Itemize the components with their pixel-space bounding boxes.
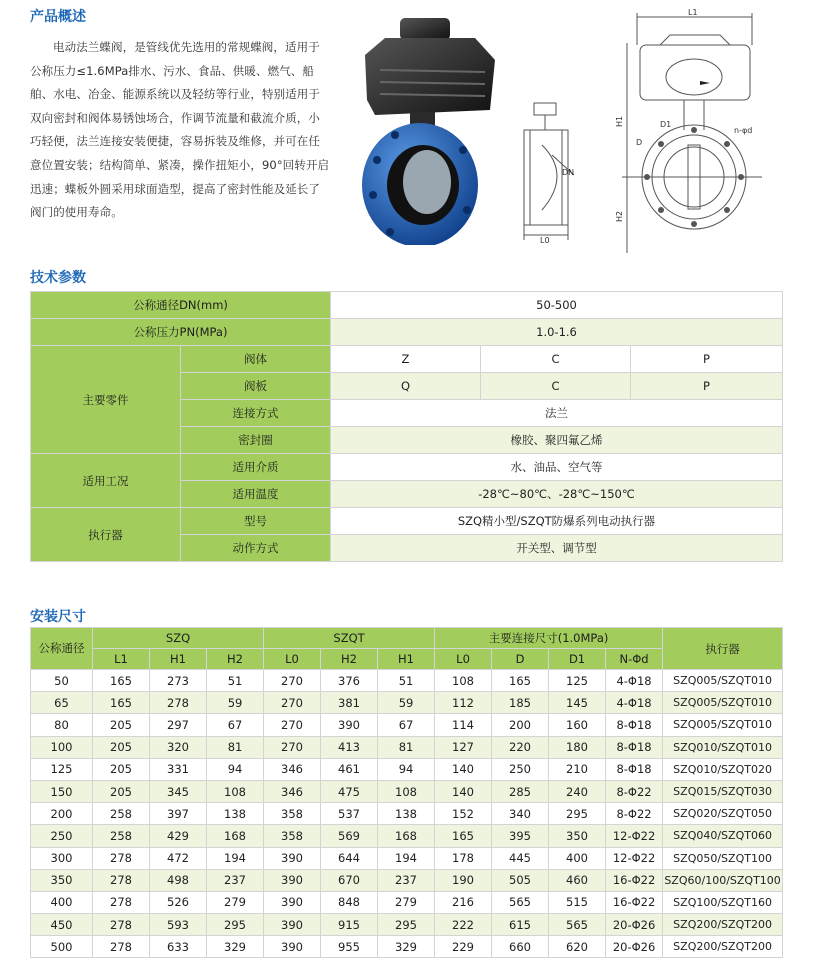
table-cell: 94 (207, 758, 264, 780)
actuator-cell: SZQ005/SZQT010 (663, 670, 783, 692)
table-cell: 140 (435, 758, 492, 780)
temp-value: -28℃~80℃、-28℃~150℃ (331, 481, 783, 508)
table-cell: 160 (549, 714, 606, 736)
d1-label: D1 (660, 120, 672, 129)
table-cell: 915 (321, 914, 378, 936)
model-value: SZQ精小型/SZQT防爆系列电动执行器 (331, 508, 783, 535)
actuator-cell: SZQ020/SZQT050 (663, 803, 783, 825)
table-cell: 8-Φ22 (606, 780, 663, 802)
table-cell: 505 (492, 869, 549, 891)
table-cell: 279 (378, 891, 435, 913)
conn-value: 法兰 (331, 400, 783, 427)
overview-paragraph: 电动法兰蝶阀，是管线优先选用的常规蝶阀，适用于公称压力≤1.6MPa排水、污水、食品、供暖、燃气、船舶、水电、冶金、能源系统以及轻纺等行业，特别适用于双向密封和阀体易锈蚀场合，作调节流量和截流介质，小巧轻便，法兰连接安装便捷，容易拆装及维修，并可在任意位置安装；结构简单、紧凑，操作扭矩小，90°回转开启迅速；蝶板外圆采用球面造型，提高了密封性能及延长了阀门的使用寿命。 (30, 40, 330, 220)
table-cell: 278 (93, 914, 150, 936)
table-cell: 278 (150, 692, 207, 714)
table-cell: 140 (435, 780, 492, 802)
condition-group: 适用工况 (31, 454, 181, 508)
table-cell: 51 (378, 670, 435, 692)
actuator-cell: SZQ200/SZQT200 (663, 914, 783, 936)
l0-label: L0 (540, 236, 550, 245)
table-cell: 279 (207, 891, 264, 913)
table-cell: 127 (435, 736, 492, 758)
table-cell: 270 (264, 670, 321, 692)
table-cell: 475 (321, 780, 378, 802)
dn-cell: 300 (31, 847, 93, 869)
table-cell: 81 (207, 736, 264, 758)
table-row (31, 869, 783, 891)
table-cell: 429 (150, 825, 207, 847)
dn-value: 50-500 (331, 292, 783, 319)
table-cell: 250 (492, 758, 549, 780)
actuator-cell: SZQ60/100/SZQT100 (663, 869, 783, 891)
table-cell: 390 (264, 914, 321, 936)
table-cell: 278 (93, 847, 150, 869)
table-cell: 168 (378, 825, 435, 847)
table-row (31, 825, 783, 847)
table-cell: 460 (549, 869, 606, 891)
table-cell: 8-Φ18 (606, 714, 663, 736)
table-cell: 165 (492, 670, 549, 692)
table-cell: 12-Φ22 (606, 825, 663, 847)
dn-cell: 250 (31, 825, 93, 847)
table-cell: 295 (549, 803, 606, 825)
sub-header: N-Φd (606, 649, 663, 670)
action-label: 动作方式 (181, 535, 331, 562)
dn-cell: 200 (31, 803, 93, 825)
sub-header: L0 (264, 649, 321, 670)
dn-cell: 150 (31, 780, 93, 802)
table-cell: 381 (321, 692, 378, 714)
table-cell: 295 (378, 914, 435, 936)
overview-text (30, 36, 330, 225)
table-cell: 390 (321, 714, 378, 736)
model-label: 型号 (181, 508, 331, 535)
h1-label: H1 (615, 115, 624, 127)
table-cell: 194 (207, 847, 264, 869)
actuator-cell: SZQ010/SZQT020 (663, 758, 783, 780)
sub-header: D (492, 649, 549, 670)
table-cell: 258 (93, 825, 150, 847)
table-cell: 565 (492, 891, 549, 913)
parts-group: 主要零件 (31, 346, 181, 454)
actuator-cell: SZQ005/SZQT010 (663, 692, 783, 714)
specs-title: 技术参数 (30, 270, 86, 286)
dn-cell: 80 (31, 714, 93, 736)
overview-title: 产品概述 (30, 9, 86, 25)
seal-value: 橡胶、聚四氟乙烯 (331, 427, 783, 454)
table-row (31, 714, 783, 736)
actuator-header: 执行器 (663, 628, 783, 670)
table-cell: 461 (321, 758, 378, 780)
table-cell: 346 (264, 780, 321, 802)
dn-label: DN (562, 168, 575, 177)
table-row (31, 758, 783, 780)
table-cell: 565 (549, 914, 606, 936)
sub-header: L0 (435, 649, 492, 670)
table-cell: 660 (492, 936, 549, 958)
table-row (31, 803, 783, 825)
pn-label: 公称压力PN(MPa) (31, 319, 331, 346)
table-row (31, 692, 783, 714)
action-value: 开关型、调节型 (331, 535, 783, 562)
table-cell: 165 (93, 670, 150, 692)
dn-cell: 65 (31, 692, 93, 714)
dn-cell: 100 (31, 736, 93, 758)
table-cell: 278 (93, 936, 150, 958)
table-cell: 67 (378, 714, 435, 736)
table-cell: 376 (321, 670, 378, 692)
table-cell: 205 (93, 780, 150, 802)
actuator-cell: SZQ010/SZQT010 (663, 736, 783, 758)
actuator-cell: SZQ050/SZQT100 (663, 847, 783, 869)
l1-label: L1 (688, 8, 698, 17)
sub-header: H1 (378, 649, 435, 670)
body-value: P (631, 346, 783, 373)
table-row (31, 847, 783, 869)
dn-cell: 350 (31, 869, 93, 891)
table-cell: 670 (321, 869, 378, 891)
table-cell: 59 (378, 692, 435, 714)
table-cell: 210 (549, 758, 606, 780)
body-value: C (481, 346, 631, 373)
disc-label: 阀板 (181, 373, 331, 400)
temp-label: 适用温度 (181, 481, 331, 508)
actuator-cell: SZQ005/SZQT010 (663, 714, 783, 736)
table-cell: 295 (207, 914, 264, 936)
table-cell: 237 (207, 869, 264, 891)
table-cell: 180 (549, 736, 606, 758)
table-cell: 515 (549, 891, 606, 913)
table-cell: 205 (93, 758, 150, 780)
table-cell: 258 (93, 803, 150, 825)
table-cell: 51 (207, 670, 264, 692)
table-cell: 8-Φ22 (606, 803, 663, 825)
table-cell: 413 (321, 736, 378, 758)
front-view-drawing (612, 5, 772, 255)
table-row (31, 936, 783, 958)
table-cell: 620 (549, 936, 606, 958)
table-cell: 16-Φ22 (606, 869, 663, 891)
dn-header: 公称通径 (31, 628, 93, 670)
table-cell: 278 (93, 869, 150, 891)
table-cell: 185 (492, 692, 549, 714)
table-cell: 329 (207, 936, 264, 958)
valve-product-photo (355, 10, 505, 245)
table-cell: 205 (93, 736, 150, 758)
table-cell: 593 (150, 914, 207, 936)
dims-title: 安装尺寸 (30, 609, 86, 625)
table-cell: 145 (549, 692, 606, 714)
table-cell: 340 (492, 803, 549, 825)
table-cell: 237 (378, 869, 435, 891)
table-cell: 81 (378, 736, 435, 758)
table-cell: 395 (492, 825, 549, 847)
side-view-drawing (512, 95, 587, 245)
table-cell: 273 (150, 670, 207, 692)
table-cell: 240 (549, 780, 606, 802)
body-label: 阀体 (181, 346, 331, 373)
table-cell: 108 (378, 780, 435, 802)
table-cell: 165 (435, 825, 492, 847)
table-cell: 350 (549, 825, 606, 847)
table-cell: 216 (435, 891, 492, 913)
table-cell: 114 (435, 714, 492, 736)
table-cell: 633 (150, 936, 207, 958)
table-cell: 331 (150, 758, 207, 780)
table-cell: 270 (264, 692, 321, 714)
table-cell: 138 (378, 803, 435, 825)
table-cell: 168 (207, 825, 264, 847)
table-cell: 358 (264, 825, 321, 847)
specs-table (30, 291, 783, 562)
table-cell: 498 (150, 869, 207, 891)
conn-label: 连接方式 (181, 400, 331, 427)
table-cell: 4-Φ18 (606, 670, 663, 692)
table-cell: 537 (321, 803, 378, 825)
table-cell: 270 (264, 714, 321, 736)
dn-cell: 500 (31, 936, 93, 958)
disc-value: Q (331, 373, 481, 400)
table-cell: 297 (150, 714, 207, 736)
table-cell: 270 (264, 736, 321, 758)
sub-header: H2 (207, 649, 264, 670)
table-cell: 12-Φ22 (606, 847, 663, 869)
table-cell: 200 (492, 714, 549, 736)
table-cell: 346 (264, 758, 321, 780)
sub-header: D1 (549, 649, 606, 670)
actuator-group: 执行器 (31, 508, 181, 562)
dn-cell: 125 (31, 758, 93, 780)
table-cell: 108 (207, 780, 264, 802)
dn-label: 公称通径DN(mm) (31, 292, 331, 319)
table-cell: 390 (264, 936, 321, 958)
table-cell: 8-Φ18 (606, 758, 663, 780)
table-cell: 400 (549, 847, 606, 869)
table-cell: 205 (93, 714, 150, 736)
table-cell: 108 (435, 670, 492, 692)
dims-table (30, 627, 783, 958)
table-cell: 358 (264, 803, 321, 825)
dn-cell: 450 (31, 914, 93, 936)
table-cell: 615 (492, 914, 549, 936)
table-row (31, 670, 783, 692)
table-cell: 20-Φ26 (606, 936, 663, 958)
table-cell: 320 (150, 736, 207, 758)
dn-cell: 50 (31, 670, 93, 692)
table-row (31, 780, 783, 802)
table-cell: 138 (207, 803, 264, 825)
medium-value: 水、油品、空气等 (331, 454, 783, 481)
table-cell: 112 (435, 692, 492, 714)
dn-cell: 400 (31, 891, 93, 913)
table-cell: 955 (321, 936, 378, 958)
table-cell: 8-Φ18 (606, 736, 663, 758)
actuator-cell: SZQ015/SZQT030 (663, 780, 783, 802)
table-cell: 569 (321, 825, 378, 847)
table-row (31, 914, 783, 936)
medium-label: 适用介质 (181, 454, 331, 481)
table-cell: 194 (378, 847, 435, 869)
table-cell: 644 (321, 847, 378, 869)
sub-header: H1 (150, 649, 207, 670)
pn-value: 1.0-1.6 (331, 319, 783, 346)
actuator-cell: SZQ040/SZQT060 (663, 825, 783, 847)
table-cell: 472 (150, 847, 207, 869)
table-cell: 390 (264, 847, 321, 869)
table-cell: 445 (492, 847, 549, 869)
table-cell: 20-Φ26 (606, 914, 663, 936)
table-cell: 222 (435, 914, 492, 936)
nd-label: n-φd (734, 126, 753, 135)
table-cell: 397 (150, 803, 207, 825)
szq-header: SZQ (93, 628, 264, 649)
table-cell: 4-Φ18 (606, 692, 663, 714)
table-cell: 94 (378, 758, 435, 780)
szqt-header: SZQT (264, 628, 435, 649)
table-cell: 390 (264, 891, 321, 913)
table-cell: 848 (321, 891, 378, 913)
table-cell: 285 (492, 780, 549, 802)
conn-header: 主要连接尺寸(1.0MPa) (435, 628, 663, 649)
table-cell: 526 (150, 891, 207, 913)
table-cell: 345 (150, 780, 207, 802)
seal-label: 密封圈 (181, 427, 331, 454)
table-cell: 178 (435, 847, 492, 869)
table-cell: 229 (435, 936, 492, 958)
disc-value: P (631, 373, 783, 400)
table-cell: 125 (549, 670, 606, 692)
table-cell: 220 (492, 736, 549, 758)
table-cell: 152 (435, 803, 492, 825)
table-cell: 190 (435, 869, 492, 891)
table-cell: 67 (207, 714, 264, 736)
table-cell: 16-Φ22 (606, 891, 663, 913)
table-cell: 278 (93, 891, 150, 913)
table-cell: 329 (378, 936, 435, 958)
d-label: D (636, 138, 643, 147)
table-cell: 390 (264, 869, 321, 891)
actuator-cell: SZQ200/SZQT200 (663, 936, 783, 958)
actuator-cell: SZQ100/SZQT160 (663, 891, 783, 913)
table-cell: 59 (207, 692, 264, 714)
table-row (31, 736, 783, 758)
body-value: Z (331, 346, 481, 373)
sub-header: H2 (321, 649, 378, 670)
h2-label: H2 (615, 210, 624, 222)
disc-value: C (481, 373, 631, 400)
table-cell: 165 (93, 692, 150, 714)
sub-header: L1 (93, 649, 150, 670)
table-row (31, 891, 783, 913)
